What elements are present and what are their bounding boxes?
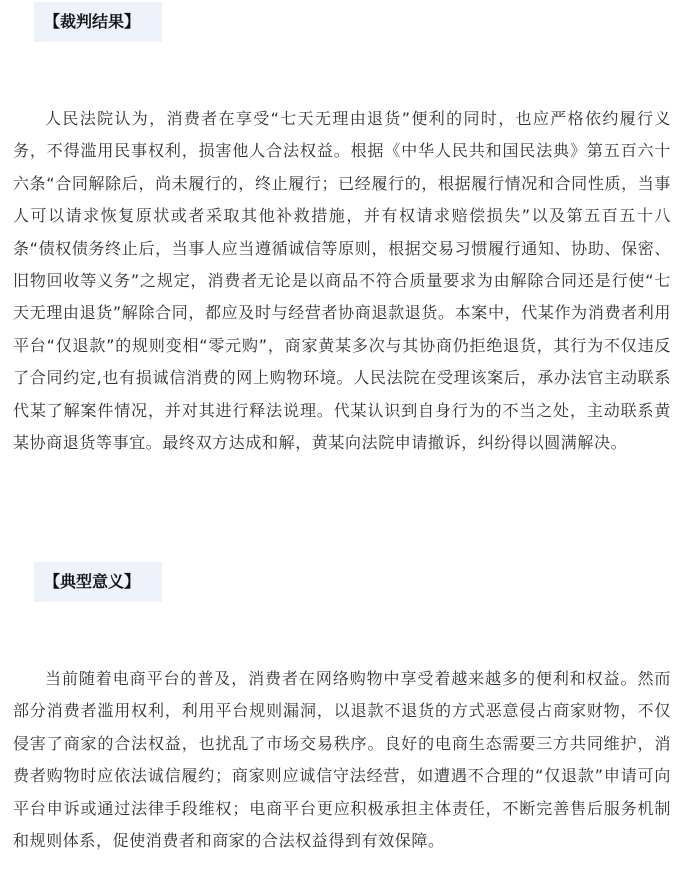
section-heading-typical-significance: 【典型意义】 xyxy=(34,562,162,602)
section-heading-judgment-result: 【裁判结果】 xyxy=(34,2,162,42)
typical-significance-paragraph: 当前随着电商平台的普及，消费者在网络购物中享受着越来越多的便利和权益。然而部分消费者滥用权利，利用平台规则漏洞，以退款不退货的方式恶意侵占商家财物，不仅侵害了商家的合法权益，也扰乱了市场交易秩序。良好的电商生态需要三方共同维护，消费者购物时应依法诚信履约；商家则应诚信守法经营，如遭遇不合理的“仅退款”申请可向平台申诉或通过法律手段维权；电商平台更应积极承担主体责任，不断完善售后服务机制和规则体系，促使消费者和商家的合法权益得到有效保障。 xyxy=(13,669,671,851)
judgment-result-paragraph: 人民法院认为，消费者在享受“七天无理由退货”便利的同时，也应严格依约履行义务，不得滥用民事权利，损害他人合法权益。根据《中华人民共和国民法典》第五百六十六条“合同解除后，尚未履行的，终止履行；已经履行的，根据履行情况和合同性质，当事人可以请求恢复原状或者采取其他补救措施，并有权请求赔偿损失”以及第五百五十八条“债权债务终止后，当事人应当遵循诚信等原则，根据交易习惯履行通知、协助、保密、旧物回收等义务”之规定，消费者无论是以商品不符合质量要求为由解除合同还是行使“七天无理由退货”解除合同，都应及时与经营者协商退款退货。本案中，代某作为消费者利用平台“仅退款”的规则变相“零元购”，商家黄某多次与其协商仍拒绝退货，其行为不仅违反了合同约定,也有损诚信消费的网上购物环境。人民法院在受理该案后，承办法官主动联系代某了解案件情况，并对其进行释法说理。代某认识到自身行为的不当之处，主动联系黄某协商退货等事宜。最终双方达成和解，黄某向法院申请撤诉，纠纷得以圆满解决。 xyxy=(13,109,671,453)
